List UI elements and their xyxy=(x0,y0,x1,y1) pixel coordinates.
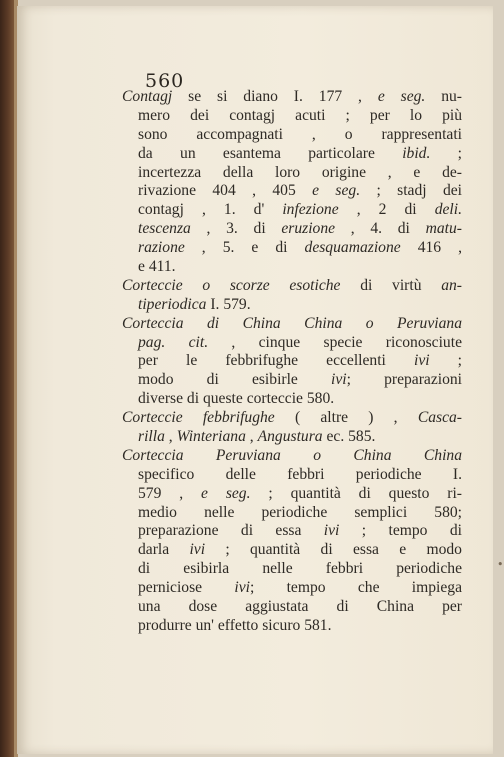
index-entry xyxy=(122,447,462,636)
text: sono accompagnati , o rappresentati xyxy=(138,125,462,143)
italic-text: Angustura xyxy=(257,428,323,446)
italic-text: matu- xyxy=(425,220,462,238)
text: , xyxy=(164,428,177,446)
text: di esibirla nelle febbri periodiche xyxy=(138,560,462,578)
entry-line xyxy=(122,485,462,504)
entry-line xyxy=(122,334,462,353)
entry-line xyxy=(122,88,462,107)
italic-text: pag. cit. xyxy=(138,333,209,351)
entry-line xyxy=(122,560,462,579)
text: ( altre ) , xyxy=(274,409,418,427)
entry-line xyxy=(122,315,462,334)
text: 416 , xyxy=(400,239,462,257)
italic-text: ibid. xyxy=(402,144,431,162)
italic-text: tescenza xyxy=(138,220,191,238)
text: , 3. di xyxy=(190,220,282,238)
italic-text: ivi xyxy=(323,522,340,540)
italic-text: Winteriana xyxy=(176,428,246,446)
text: , xyxy=(245,428,258,446)
entry-line xyxy=(122,239,462,258)
italic-text: Corteccie febbrifughe xyxy=(122,409,275,427)
text: perniciose xyxy=(138,579,235,597)
text: diverse di queste corteccie 580. xyxy=(138,390,335,408)
entry-line xyxy=(122,164,462,183)
italic-text: Casca- xyxy=(417,409,462,427)
text: incertezza della loro origine , e de- xyxy=(138,163,462,181)
text: ; xyxy=(429,352,462,370)
text: produrre un' effetto sicuro 581. xyxy=(138,616,332,634)
italic-text: an- xyxy=(441,276,462,294)
text: contagj , 1. d' xyxy=(138,201,283,219)
entry-line xyxy=(122,220,462,239)
italic-text: ivi xyxy=(234,579,250,597)
italic-text: ivi xyxy=(413,352,430,370)
page-number: 560 xyxy=(145,70,185,92)
italic-text: e seg. xyxy=(377,88,426,105)
entry-line xyxy=(122,277,462,296)
text: , 2 di xyxy=(338,201,435,219)
italic-text: tiperiodica xyxy=(138,295,207,313)
text: per le febbrifughe eccellenti xyxy=(138,352,414,370)
entry-line xyxy=(122,617,462,636)
entry-line xyxy=(122,409,462,428)
text: medio nelle periodiche semplici 580; xyxy=(138,503,462,521)
italic-text: desquamazione xyxy=(304,239,401,257)
text: darla xyxy=(138,541,190,559)
text: nu- xyxy=(425,88,462,105)
text: ; tempo che impiega xyxy=(249,579,463,597)
entry-line xyxy=(122,126,462,145)
index-entry xyxy=(122,315,462,409)
text: ; quantità di questo ri- xyxy=(250,484,462,502)
text: mero dei contagj acuti ; per lo più xyxy=(138,106,462,124)
entry-line xyxy=(122,428,462,447)
italic-text: ivi xyxy=(331,371,347,389)
text: ; preparazioni xyxy=(346,371,462,389)
text: I. 579. xyxy=(206,295,251,313)
index-text-block xyxy=(122,88,462,636)
entry-line xyxy=(122,390,462,409)
italic-text: razione xyxy=(138,239,185,257)
index-entry xyxy=(122,88,462,277)
text: rivazione 404 , 405 xyxy=(138,182,313,200)
text: 579 , xyxy=(138,484,202,502)
index-entry xyxy=(122,277,462,315)
entry-line xyxy=(122,579,462,598)
entry-line xyxy=(122,258,462,277)
text: se si diano I. 177 , xyxy=(172,88,378,105)
text: da un esantema particolare xyxy=(138,144,403,162)
italic-text: Corteccia Peruviana o China China xyxy=(122,446,462,464)
entry-line xyxy=(122,352,462,371)
text: specifico delle febbri periodiche I. xyxy=(138,465,462,483)
entry-line xyxy=(122,522,462,541)
text: ec. 585. xyxy=(322,428,376,446)
entry-line xyxy=(122,201,462,220)
text: , 4. di xyxy=(335,220,426,238)
entry-line xyxy=(122,145,462,164)
italic-text: Contagj xyxy=(122,88,173,105)
italic-text: Corteccie o scorze esotiche xyxy=(122,276,341,294)
text: , 5. e di xyxy=(184,239,305,257)
italic-text: rilla xyxy=(138,428,165,446)
text: di virtù xyxy=(340,276,442,294)
entry-line xyxy=(122,296,462,315)
entry-line xyxy=(122,447,462,466)
italic-text: deli. xyxy=(434,201,462,219)
italic-text: Corteccia di China China o Peruviana xyxy=(122,314,462,332)
italic-text: e seg. xyxy=(201,484,251,502)
entry-line xyxy=(122,598,462,617)
text: e 411. xyxy=(138,258,176,276)
entry-line xyxy=(122,371,462,390)
italic-text: eruzione xyxy=(281,220,336,238)
text: ; quantità di essa e modo xyxy=(205,541,462,559)
italic-text: infezione xyxy=(282,201,339,219)
entry-line xyxy=(122,504,462,523)
italic-text: e seg. xyxy=(312,182,361,200)
italic-text: ivi xyxy=(189,541,206,559)
book-spine xyxy=(0,0,14,757)
text: ; xyxy=(430,144,462,162)
text: preparazione di essa xyxy=(138,522,324,540)
text: ; tempo di xyxy=(339,522,462,540)
text: modo di esibirle xyxy=(138,371,331,389)
text: una dose aggiustata di China per xyxy=(138,598,462,616)
text: ; stadj dei xyxy=(360,182,462,200)
entry-line xyxy=(122,466,462,485)
entry-line xyxy=(122,107,462,126)
margin-mark: • xyxy=(497,558,504,571)
book-page xyxy=(17,6,504,754)
index-entry xyxy=(122,409,462,447)
entry-line xyxy=(122,182,462,201)
entry-line xyxy=(122,541,462,560)
text: , cinque specie riconosciute xyxy=(208,333,462,351)
